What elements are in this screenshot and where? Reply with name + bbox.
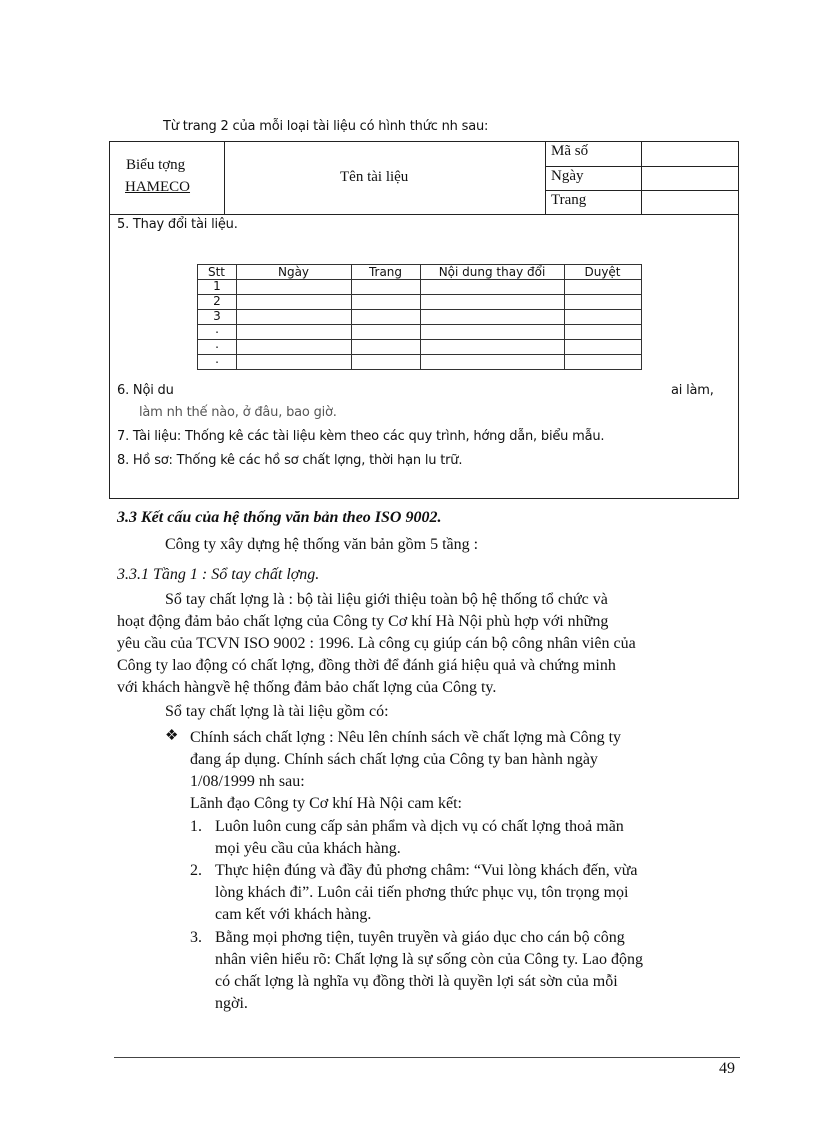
para1-line: Sổ tay chất lợng là : bộ tài liệu giới thiệu toàn bộ hệ thống tổ chức và (165, 591, 608, 608)
list-item-line: Thực hiện đúng và đầy đủ phơng châm: “Vui lòng khách đến, vừa (215, 862, 638, 879)
item-7: 7. Tài liệu: Thống kê các tài liệu kèm theo các quy trình, hớng dẫn, biểu mẫu. (117, 429, 605, 444)
col-noi-dung: Nội dung thay đổi (438, 265, 546, 279)
bullet-line: 1/08/1999 nh sau: (190, 773, 305, 790)
para2: Sổ tay chất lợng là tài liệu gồm có: (165, 703, 389, 720)
col-stt: Stt (207, 265, 226, 279)
section-intro: Công ty xây dựng hệ thống văn bản gồm 5 tầng : (165, 536, 479, 553)
commit-line: Lãnh đạo Công ty Cơ khí Hà Nội cam kết: (190, 795, 462, 812)
list-number: 2. (190, 862, 202, 879)
diamond-bullet-icon: ❖ (165, 728, 179, 744)
list-item-line: mọi yêu cầu của khách hàng. (215, 840, 401, 857)
list-item-line: cam kết với khách hàng. (215, 906, 372, 923)
para1-line: với khách hàngvề hệ thống đảm bảo chất lợng của Công ty. (117, 679, 497, 696)
list-item-line: nhân viên hiểu rõ: Chất lợng là sự sống còn của Công ty. Lao động (215, 951, 644, 968)
item-6-right: ai làm, (671, 383, 714, 398)
bullet-line: đang áp dụng. Chính sách chất lợng của Công ty ban hành ngày (190, 751, 598, 768)
list-item-line: Bằng mọi phơng tiện, tuyên truyền và giáo dục cho cán bộ công (215, 929, 625, 946)
list-item-line: lòng khách đi”. Luôn cải tiến phơng thức phục vụ, tôn trọng mọi (215, 884, 629, 901)
list-number: 1. (190, 818, 202, 835)
para1-line: yêu cầu của TCVN ISO 9002 : 1996. Là công cụ giúp cán bộ công nhân viên của (117, 635, 636, 652)
item-6-left: 6. Nội du (117, 383, 174, 398)
list-item-line: Luôn luôn cung cấp sản phẩm và dịch vụ có chất lợng thoả mãn (215, 818, 624, 835)
list-number: 3. (190, 929, 202, 946)
table-row: 3 (213, 309, 221, 323)
field-ngay: Ngày (551, 168, 584, 184)
subsection-title: 3.3.1 Tầng 1 : Sổ tay chất lợng. (117, 566, 320, 583)
page-number: 49 (719, 1060, 735, 1077)
list-item-line: có chất lợng là nghĩa vụ đồng thời là quyền lợi sát sờn của mỗi (215, 973, 618, 990)
table-row: 1 (213, 279, 221, 293)
table-row: . (215, 352, 219, 366)
logo-label: Biểu tợng (126, 157, 186, 173)
section-title: 3.3 Kết cấu của hệ thống văn bản theo ISO 9002. (117, 509, 442, 526)
table-row: 2 (213, 294, 221, 308)
field-trang: Trang (551, 192, 587, 208)
field-ma-so: Mã số (551, 143, 589, 159)
col-duyet: Duyệt (584, 265, 621, 279)
list-item-line: ngời. (215, 995, 248, 1012)
item-6-cont: làm nh thế nào, ở đâu, bao giờ. (139, 405, 337, 420)
para1-line: Công ty lao động có chất lợng, đồng thời để đánh giá hiệu quả và chứng minh (117, 657, 616, 674)
footer-divider (114, 1057, 740, 1058)
table-row: . (215, 322, 219, 336)
intro-line: Từ trang 2 của mỗi loại tài liệu có hình thức nh sau: (163, 119, 489, 134)
table-row: . (215, 337, 219, 351)
item-5: 5. Thay đổi tài liệu. (117, 217, 238, 232)
col-ngay: Ngày (277, 265, 310, 279)
doc-name-label: Tên tài liệu (340, 169, 409, 185)
document-header-table (109, 141, 739, 215)
change-log-table (197, 264, 642, 370)
item-8: 8. Hồ sơ: Thống kê các hồ sơ chất lợng, thời hạn lu trữ. (117, 453, 463, 468)
para1-line: hoạt động đảm bảo chất lợng của Công ty Cơ khí Hà Nội phù hợp với những (117, 613, 609, 630)
col-trang: Trang (368, 265, 403, 279)
bullet-line: Chính sách chất lợng : Nêu lên chính sách về chất lợng mà Công ty (190, 729, 622, 746)
logo-name: HAMECO (125, 179, 191, 195)
